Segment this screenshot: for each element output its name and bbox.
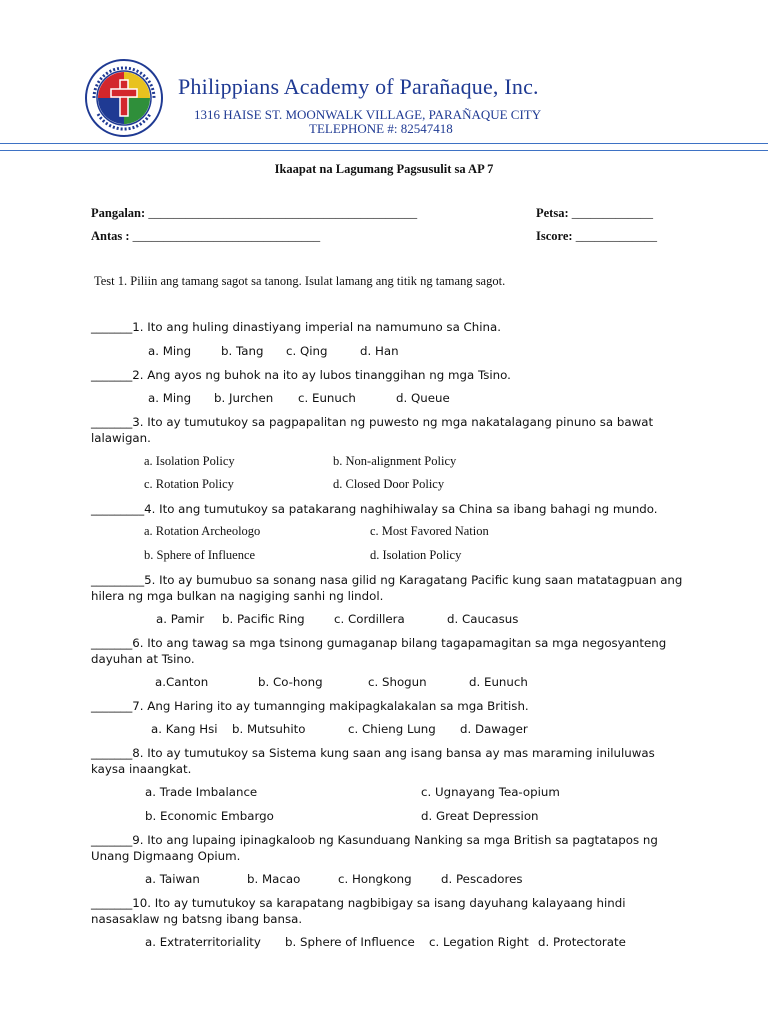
question-2: _______2. Ang ayos ng buhok na ito ay lubos tinanggihan ng mga Tsino. [91, 368, 511, 382]
question-3: _______3. Ito ay tumutukoy sa pagpapalitan ng puwesto ng mga nakatalagang pinuno sa bawat lalawigan. [91, 415, 654, 445]
question-4: _________4. Ito ang tumutukoy sa patakarang naghihiwalay sa China sa ibang bahagi ng mundo. [91, 502, 658, 516]
question-6: _______6. Ito ang tawag sa mga tsinong gumaganap bilang tagapamagitan sa mga negosyanteng dayuhan at Tsino. [91, 636, 667, 666]
option-9b[interactable]: b. Macao [247, 872, 301, 886]
option-7a[interactable]: a. Kang Hsi [151, 722, 218, 736]
option-2d[interactable]: d. Queue [396, 391, 450, 405]
date-field[interactable] [536, 206, 653, 221]
option-8c[interactable]: c. Ugnayang Tea-opium [421, 785, 560, 799]
name-line[interactable]: ___________________________________________ [148, 206, 418, 220]
option-5b[interactable]: b. Pacific Ring [222, 612, 305, 626]
option-6a[interactable]: a.Canton [155, 675, 209, 689]
question-1: _______1. Ito ang huling dinastiyang imperial na namumuno sa China. [91, 320, 501, 334]
option-9d[interactable]: d. Pescadores [441, 872, 523, 886]
option-2c[interactable]: c. Eunuch [298, 391, 356, 405]
section-label: Antas : [91, 229, 130, 243]
option-6d[interactable]: d. Eunuch [469, 675, 528, 689]
school-address: 1316 HAISE ST. MOONWALK VILLAGE, PARAÑAQUE CITY [194, 107, 542, 122]
option-4b[interactable]: b. Sphere of Influence [144, 548, 256, 562]
option-3a[interactable]: a. Isolation Policy [144, 454, 235, 468]
option-9a[interactable]: a. Taiwan [145, 872, 200, 886]
option-9c[interactable]: c. Hongkong [338, 872, 412, 886]
school-logo [84, 58, 164, 138]
option-3b[interactable]: b. Non-alignment Policy [333, 454, 457, 468]
school-name: Philippians Academy of Parañaque, Inc. [178, 74, 539, 99]
score-label: Iscore: [536, 229, 573, 243]
header-rule [0, 143, 768, 144]
exam-title: Ikaapat na Lagumang Pagsusulit sa AP 7 [274, 162, 494, 176]
option-7b[interactable]: b. Mutsuhito [232, 722, 306, 736]
option-4d[interactable]: d. Isolation Policy [370, 548, 462, 562]
question-9: _______9. Ito ang lupaing ipinagkaloob ng Kasunduang Nanking sa mga British sa pagtatapos ng Unang Digmaang Opium. [91, 833, 658, 863]
option-5c[interactable]: c. Cordillera [334, 612, 405, 626]
option-7c[interactable]: c. Chieng Lung [348, 722, 436, 736]
question-10: _______10. Ito ay tumutukoy sa karapatang nagbibigay sa isang dayuhang kalayaang hindi nasasaklaw ng batsng ibang bansa. [91, 896, 626, 926]
option-3c[interactable]: c. Rotation Policy [144, 477, 234, 491]
option-8a[interactable]: a. Trade Imbalance [145, 785, 258, 799]
school-telephone: TELEPHONE #: 82547418 [309, 121, 453, 136]
section-field[interactable] [91, 229, 320, 244]
option-5a[interactable]: a. Pamir [156, 612, 205, 626]
option-8d[interactable]: d. Great Depression [421, 809, 539, 823]
option-5d[interactable]: d. Caucasus [447, 612, 519, 626]
question-7: _______7. Ang Haring ito ay tumannging makipagkalakalan sa mga British. [91, 699, 529, 713]
option-1c[interactable]: c. Qing [286, 344, 328, 358]
option-10a[interactable]: a. Extraterritoriality [145, 935, 261, 949]
option-2b[interactable]: b. Jurchen [214, 391, 274, 405]
date-label: Petsa: [536, 206, 569, 220]
option-10b[interactable]: b. Sphere of Influence [285, 935, 415, 949]
header-rule [0, 150, 768, 151]
option-1a[interactable]: a. Ming [148, 344, 192, 358]
question-8: _______8. Ito ay tumutukoy sa Sistema kung saan ang isang bansa ay mas maraming iniluluwas kaysa inaangkat. [91, 746, 655, 776]
option-10d[interactable]: d. Protectorate [538, 935, 626, 949]
option-6b[interactable]: b. Co-hong [258, 675, 323, 689]
option-7d[interactable]: d. Dawager [460, 722, 528, 736]
option-10c[interactable]: c. Legation Right [429, 935, 529, 949]
option-1b[interactable]: b. Tang [221, 344, 264, 358]
name-field[interactable] [91, 206, 417, 221]
option-6c[interactable]: c. Shogun [368, 675, 427, 689]
score-line[interactable]: _____________ [575, 229, 657, 243]
name-label: Pangalan: [91, 206, 146, 220]
section-line[interactable]: ______________________________ [132, 229, 321, 243]
question-5: _________5. Ito ay bumubuo sa sonang nasa gilid ng Karagatang Pacific kung saan matatagpuan ang hilera ng mga bulkan na nagiging sanhi ng lindol. [91, 573, 683, 603]
date-line[interactable]: _____________ [571, 206, 653, 220]
test-instructions: Test 1. Piliin ang tamang sagot sa tanong. Isulat lamang ang titik ng tamang sagot. [94, 274, 506, 288]
option-4c[interactable]: c. Most Favored Nation [370, 524, 489, 538]
option-1d[interactable]: d. Han [360, 344, 399, 358]
option-8b[interactable]: b. Economic Embargo [145, 809, 274, 823]
option-3d[interactable]: d. Closed Door Policy [333, 477, 445, 491]
option-2a[interactable]: a. Ming [148, 391, 192, 405]
option-4a[interactable]: a. Rotation Archeologo [144, 524, 261, 538]
score-field[interactable] [536, 229, 657, 244]
